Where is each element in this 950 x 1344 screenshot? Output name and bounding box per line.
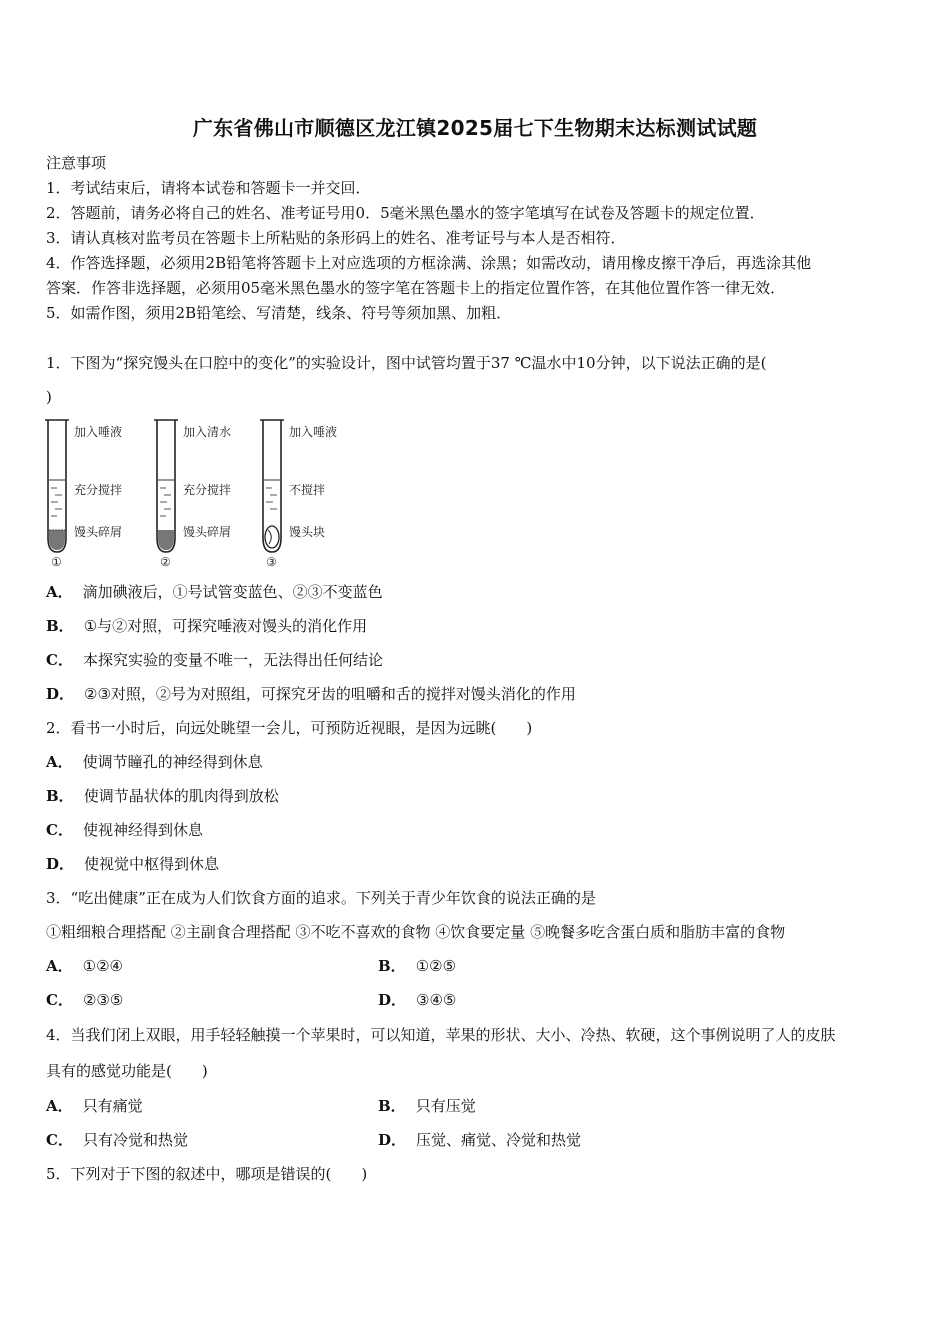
option-letter: B． bbox=[378, 1097, 406, 1115]
q2-option-d bbox=[46, 853, 219, 874]
option-text: 滴加碘液后，①号试管变蓝色、②③不变蓝色 bbox=[82, 583, 383, 601]
q2-stem: 2．看书一小时后，向远处眺望一会儿，可预防近视眼，是因为远眺( ) bbox=[46, 719, 533, 737]
q3-option-c bbox=[46, 989, 123, 1010]
tube-1-middle-label: 充分搅拌 bbox=[74, 483, 123, 497]
q2-option-a bbox=[46, 751, 263, 772]
tube-1-number: ① bbox=[51, 555, 62, 568]
option-text: 使调节晶状体的肌肉得到放松 bbox=[83, 787, 279, 805]
notice-item: 2．答题前，请务必将自己的姓名、准考证号用0．5毫米黑色墨水的签字笔填写在试卷及答题卡的规定位置． bbox=[46, 204, 765, 222]
q1-option-a bbox=[46, 581, 383, 602]
option-text: 压觉、痛觉、冷觉和热觉 bbox=[416, 1131, 582, 1149]
tube-2-number: ② bbox=[160, 555, 171, 568]
option-letter: A． bbox=[46, 753, 73, 771]
option-text: 使视神经得到休息 bbox=[82, 821, 203, 839]
option-letter: C． bbox=[46, 821, 73, 839]
option-text: ③④⑤ bbox=[416, 991, 457, 1009]
option-letter: D． bbox=[46, 855, 75, 873]
option-text: ①②④ bbox=[82, 957, 123, 975]
option-letter: B． bbox=[378, 957, 406, 975]
notice-item: 5．如需作图，须用2B铅笔绘、写清楚，线条、符号等须加黑、加粗． bbox=[46, 304, 512, 322]
notice-item: 3．请认真核对监考员在答题卡上所粘贴的条形码上的姓名、准考证号与本人是否相符． bbox=[46, 229, 626, 247]
notice-item: 答案．作答非选择题，必须用05毫米黑色墨水的签字笔在答题卡上的指定位置作答，在其他位置作答一律无效． bbox=[46, 279, 786, 297]
q1-stem-line2: ) bbox=[46, 388, 52, 406]
test-tube-2 bbox=[154, 420, 231, 568]
option-text: ①②⑤ bbox=[415, 957, 457, 975]
q1-option-b bbox=[46, 615, 367, 636]
tube-2-top-label: 加入清水 bbox=[183, 425, 232, 439]
q2-option-b bbox=[46, 785, 279, 806]
q3-stem: 3．“吃出健康”正在成为人们饮食方面的追求。下列关于青少年饮食的说法正确的是 bbox=[46, 889, 596, 907]
tube-2-middle-label: 充分搅拌 bbox=[183, 483, 232, 497]
option-text: 使视觉中枢得到休息 bbox=[84, 855, 220, 873]
notice-heading: 注意事项 bbox=[46, 154, 107, 172]
test-tube-1 bbox=[45, 420, 122, 568]
page-title: 广东省佛山市顺德区龙江镇2025届七下生物期末达标测试试题 bbox=[192, 116, 758, 140]
option-letter: A． bbox=[46, 583, 73, 601]
tube-3-top-label: 加入唾液 bbox=[289, 425, 338, 439]
tube-2-bottom-label: 馒头碎屑 bbox=[183, 525, 232, 539]
option-letter: B． bbox=[46, 617, 74, 635]
option-text: ②③⑤ bbox=[82, 991, 124, 1009]
tube-1-bottom-label: 馒头碎屑 bbox=[74, 525, 123, 539]
option-letter: A． bbox=[46, 1097, 73, 1115]
q4-stem-line2: 具有的感觉功能是( ) bbox=[46, 1062, 208, 1080]
option-text: ①与②对照，可探究唾液对馒头的消化作用 bbox=[83, 617, 368, 635]
option-letter: C． bbox=[46, 651, 73, 669]
tube-1-top-label: 加入唾液 bbox=[74, 425, 123, 439]
option-text: 使调节瞳孔的神经得到休息 bbox=[82, 753, 263, 771]
q3-option-b bbox=[378, 955, 456, 976]
q1-option-c bbox=[46, 649, 383, 670]
option-letter: A． bbox=[46, 957, 73, 975]
option-text: 只有压觉 bbox=[415, 1097, 476, 1115]
tube-3-number: ③ bbox=[266, 555, 277, 568]
test-tube-3 bbox=[260, 420, 337, 568]
option-letter: D． bbox=[46, 685, 75, 703]
option-letter: B． bbox=[46, 787, 74, 805]
q3-option-d bbox=[378, 989, 456, 1010]
option-letter: C． bbox=[46, 1131, 73, 1149]
notice-item: 1．考试结束后，请将本试卷和答题卡一并交回． bbox=[46, 179, 371, 197]
q4-option-d bbox=[378, 1129, 581, 1150]
option-text: 只有痛觉 bbox=[82, 1097, 143, 1115]
q3-choices: ①粗细粮合理搭配 ②主副食合理搭配 ③不吃不喜欢的食物 ④饮食要定量 ⑤晚餐多吃含蛋白质和脂肪丰富的食物 bbox=[46, 923, 786, 941]
q4-option-c bbox=[46, 1129, 188, 1150]
q1-option-d bbox=[46, 683, 576, 704]
test-tube-figure bbox=[40, 416, 360, 568]
option-letter: D． bbox=[378, 1131, 407, 1149]
q2-option-c bbox=[46, 819, 203, 840]
option-letter: C． bbox=[46, 991, 73, 1009]
option-text: 只有冷觉和热觉 bbox=[82, 1131, 188, 1149]
notice-item: 4．作答选择题，必须用2B铅笔将答题卡上对应选项的方框涂满、涂黑；如需改动，请用橡皮擦干净后，再选涂其他 bbox=[46, 254, 812, 272]
option-letter: D． bbox=[378, 991, 407, 1009]
tube-3-bottom-label: 馒头块 bbox=[289, 525, 326, 539]
option-text: 本探究实验的变量不唯一，无法得出任何结论 bbox=[82, 651, 383, 669]
q3-option-a bbox=[46, 955, 123, 976]
q4-option-b bbox=[378, 1095, 476, 1116]
q1-stem-line1: 1．下图为“探究馒头在口腔中的变化”的实验设计，图中试管均置于37 ℃温水中10分钟，以下说法正确的是( bbox=[46, 354, 767, 372]
option-text: ②③对照，②号为对照组，可探究牙齿的咀嚼和舌的搅拌对馒头消化的作用 bbox=[84, 685, 576, 703]
q4-option-a bbox=[46, 1095, 143, 1116]
tube-3-middle-label: 不搅拌 bbox=[289, 483, 326, 497]
q4-stem-line1: 4．当我们闭上双眼，用手轻轻触摸一个苹果时，可以知道，苹果的形状、大小、冷热、软硬，这个事例说明了人的皮肤 bbox=[46, 1026, 836, 1044]
q5-stem: 5．下列对于下图的叙述中，哪项是错误的( ) bbox=[46, 1165, 368, 1183]
